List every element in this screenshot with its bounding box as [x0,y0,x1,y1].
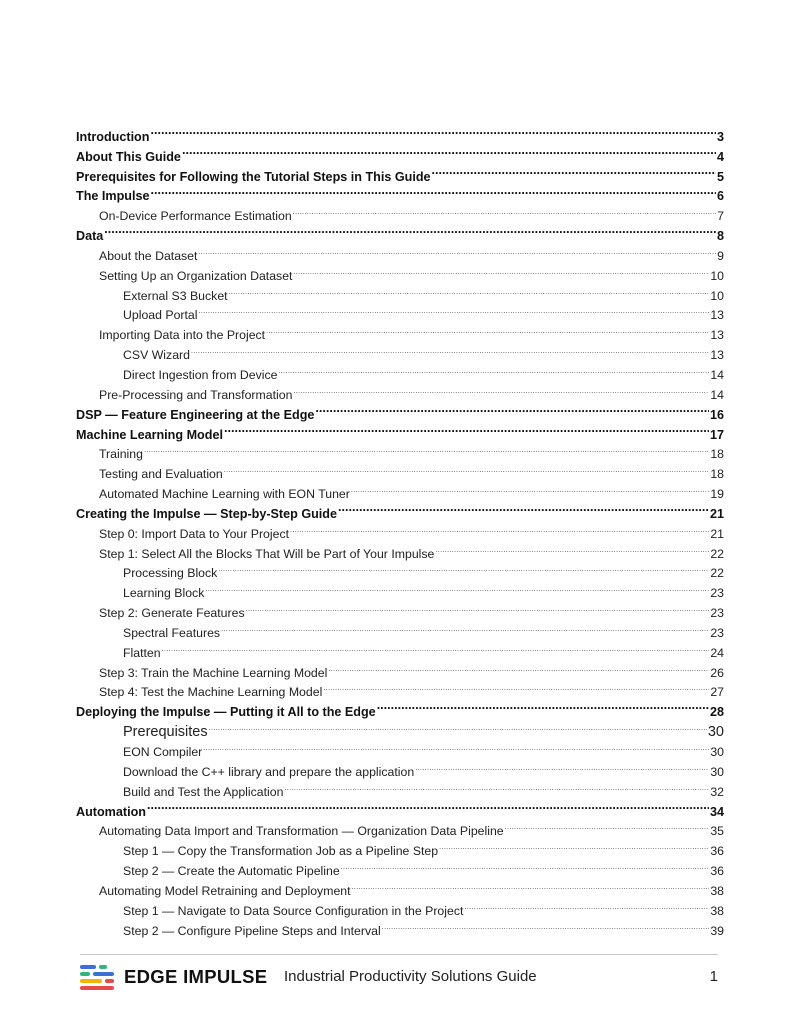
toc-entry-title: The Impulse [76,189,150,204]
toc-dot-leader [293,379,709,399]
toc-entry-page: 28 [709,705,724,720]
toc-entry-page: 10 [710,288,724,303]
toc-entry-title: Prerequisites for Following the Tutorial Steps in This Guide [76,169,431,184]
toc-entry-page: 39 [710,923,724,938]
toc-entry-page: 17 [709,427,724,442]
toc-dot-leader [218,558,709,578]
toc-dot-leader [199,300,710,320]
toc-entry-title: Step 1 — Navigate to Data Source Configuration in the Project [123,903,464,918]
toc-dot-leader [144,439,709,459]
toc-entry-page: 36 [710,864,724,879]
toc-entry-title: About the Dataset [99,248,198,263]
toc-entry[interactable] [76,121,724,144]
toc-entry-page: 14 [710,367,724,382]
toc-dot-leader [284,776,709,796]
toc-dot-leader [278,359,709,379]
toc-dot-leader [147,796,709,816]
page-footer [80,962,718,992]
toc-dot-leader [266,319,709,339]
toc-entry-page: 13 [710,328,724,343]
toc-dot-leader [162,637,710,657]
toc-entry-page: 23 [710,586,724,601]
toc-entry-title: Build and Test the Application [123,784,284,799]
toc-entry-page: 35 [710,824,724,839]
toc-entry-title: Upload Portal [123,308,198,323]
toc-entry-title: Step 2 — Configure Pipeline Steps and Interval [123,923,381,938]
toc-entry-title: Automating Data Import and Transformation — Organization Data Pipeline [99,824,504,839]
toc-entry-page: 10 [710,268,724,283]
toc-entry-title: Training [99,447,143,462]
toc-dot-leader [205,577,709,597]
toc-entry-title: Learning Block [123,586,205,601]
toc-entry-title: Setting Up an Organization Dataset [99,268,293,283]
toc-dot-leader [432,161,716,181]
toc-entry-title: Step 0: Import Data to Your Project [99,526,290,541]
toc-entry[interactable] [76,439,724,462]
toc-entry-page: 14 [710,387,724,402]
toc-entry-title: Step 1 — Copy the Transformation Job as a Pipeline Step [123,844,439,859]
toc-entry-page: 21 [709,506,724,521]
toc-entry-title: Importing Data into the Project [99,328,266,343]
toc-dot-leader [351,478,709,498]
toc-dot-leader [341,855,710,875]
toc-entry[interactable] [76,240,724,263]
toc-dot-leader [229,280,710,300]
toc-entry[interactable] [76,637,724,660]
toc-dot-leader [224,419,709,439]
toc-entry-title: EON Compiler [123,745,203,759]
toc-entry-title: Data [76,229,104,244]
toc-entry-title: Prerequisites [123,724,208,741]
toc-dot-leader [435,538,709,558]
toc-entry-title: Step 3: Train the Machine Learning Model [99,665,328,680]
toc-entry-title: Automation [76,804,146,819]
toc-entry-title: Step 2: Generate Features [99,606,245,621]
toc-dot-leader [338,498,709,518]
toc-entry-page: 22 [710,566,724,581]
toc-entry-page: 5 [716,169,724,184]
toc-dot-leader [439,835,709,855]
toc-dot-leader [150,181,716,201]
toc-dot-leader [505,816,710,836]
toc-entry-title: Automating Model Retraining and Deployment [99,883,351,898]
toc-entry-page: 30 [707,724,724,741]
toc-entry-title: Download the C++ library and prepare the application [123,764,415,779]
toc-dot-leader [315,399,709,419]
toc-entry-title: Testing and Evaluation [99,467,223,482]
toc-entry[interactable] [76,458,724,482]
toc-entry-title: Automated Machine Learning with EON Tuner [99,487,350,502]
toc-entry-title: Introduction [76,129,150,144]
edge-impulse-logo-icon [80,964,114,990]
toc-entry-title: Machine Learning Model [76,427,223,442]
toc-entry[interactable] [76,181,724,204]
toc-entry-title: Step 2 — Create the Automatic Pipeline [123,864,340,879]
toc-entry-page: 9 [717,248,724,263]
toc-entry[interactable] [76,657,724,680]
toc-entry-page: 6 [716,189,724,204]
toc-dot-leader [293,200,716,220]
toc-entry-title: About This Guide [76,149,181,164]
toc-dot-leader [198,240,716,260]
toc-entry-title: External S3 Bucket [123,288,228,303]
toc-entry-page: 13 [710,308,724,323]
toc-entry-title: Step 4: Test the Machine Learning Model [99,685,323,700]
table-of-contents [76,121,724,938]
toc-entry-title: Flatten [123,645,161,660]
toc-entry-page: 36 [710,844,724,859]
toc-dot-leader [290,518,709,538]
toc-entry-page: 30 [710,745,724,759]
toc-dot-leader [323,677,709,697]
document-title: Industrial Productivity Solutions Guide [284,968,537,985]
toc-entry-title: Direct Ingestion from Device [123,367,278,382]
toc-entry-title: CSV Wizard [123,348,190,363]
toc-dot-leader [224,458,710,478]
toc-entry-title: Creating the Impulse — Step-by-Step Guide [76,506,338,521]
toc-entry-page: 13 [710,348,724,363]
toc-entry-page: 3 [716,129,724,144]
toc-entry-title: Step 1: Select All the Blocks That Will be Part of Your Impulse [99,546,435,561]
toc-entry[interactable] [76,220,724,244]
toc-entry-page: 4 [716,149,724,164]
page-number: 1 [709,968,718,985]
toc-entry-page: 38 [710,883,724,898]
toc-entry-page: 7 [717,209,724,224]
footer-divider [80,954,718,955]
toc-dot-leader [377,696,709,716]
toc-dot-leader [209,716,707,736]
toc-entry-title: On-Device Performance Estimation [99,209,292,224]
toc-entry-title: Spectral Features [123,625,221,640]
toc-dot-leader [150,121,716,141]
toc-entry-page: 38 [710,903,724,918]
toc-entry-page: 8 [716,229,724,244]
toc-entry-page: 24 [710,645,724,660]
toc-dot-leader [293,260,709,280]
toc-dot-leader [328,657,709,677]
toc-dot-leader [415,756,709,776]
toc-entry[interactable] [76,141,724,164]
toc-entry-page: 18 [710,447,724,462]
toc-dot-leader [191,339,709,359]
toc-entry-page: 27 [710,685,724,700]
toc-entry-page: 18 [710,467,724,482]
toc-dot-leader [246,597,710,617]
toc-entry[interactable] [76,796,724,819]
toc-entry-page: 19 [710,487,724,502]
toc-entry-page: 23 [710,625,724,640]
toc-dot-leader [203,736,709,756]
toc-entry[interactable] [76,816,724,839]
toc-entry-page: 26 [710,665,724,680]
toc-entry-title: Processing Block [123,566,218,581]
toc-entry-page: 32 [710,784,724,799]
toc-entry-page: 23 [710,606,724,621]
toc-entry-title: DSP — Feature Engineering at the Edge [76,407,315,422]
toc-dot-leader [464,895,709,915]
toc-entry-page: 22 [710,546,724,561]
toc-dot-leader [182,141,716,161]
toc-entry-page: 16 [709,407,724,422]
brand-name: EDGE IMPULSE [124,966,268,987]
toc-dot-leader [104,220,716,240]
toc-dot-leader [221,617,709,637]
toc-entry-page: 21 [710,526,724,541]
toc-entry-page: 30 [710,764,724,779]
toc-entry[interactable] [76,200,724,224]
toc-entry-title: Pre-Processing and Transformation [99,387,293,402]
toc-dot-leader [352,875,710,895]
toc-dot-leader [382,915,710,935]
toc-entry-page: 34 [709,804,724,819]
toc-entry-title: Deploying the Impulse — Putting it All to the Edge [76,705,376,720]
